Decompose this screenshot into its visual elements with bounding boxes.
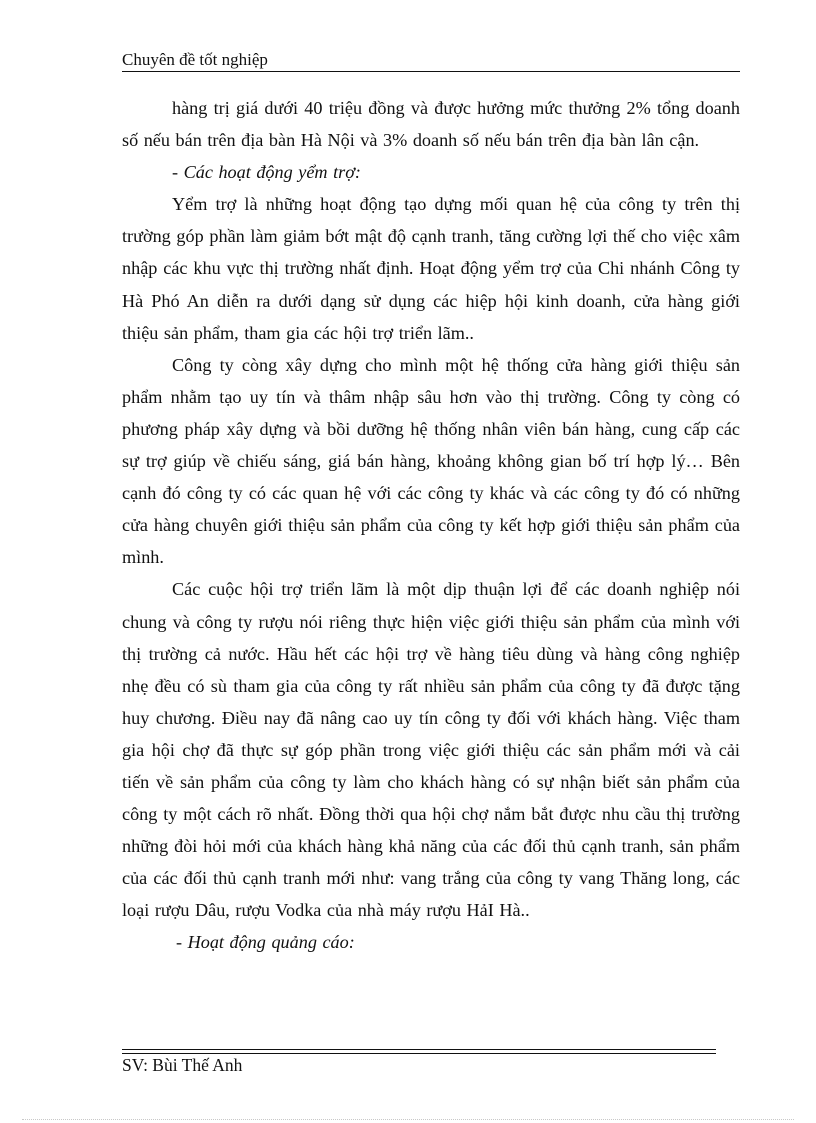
page-header-title: Chuyên đề tốt nghiệp [122,50,268,69]
paragraph-continuation: hàng trị giá dưới 40 triệu đồng và được hưởng mức thưởng 2% tổng doanh số nếu bán trên địa bàn Hà Nội và 3% doanh số nếu bán trên địa bàn lân cận. [122,98,740,151]
section-heading-support-activities: - Các hoạt động yểm trợ: [172,162,361,183]
paragraph-trade-fairs: Các cuộc hội trợ triển lãm là một dịp thuận lợi để các doanh nghiệp nói chung và công ty rượu nói riêng thực hiện việc giới thiệu sản phẩm của mình với thị trường cả nước. Hầu hết các hội trợ về hàng tiêu dùng và hàng công nghiệp nhẹ đều có sù tham gia của công ty rất nhiều sản phẩm của công ty đã được tặng huy chương. Điều nay đã nâng cao uy tín công ty đối với khách hàng. Việc tham gia hội chợ đã thực sự góp phần trong việc giới thiệu các sản phẩm mới và cải tiến về sản phẩm của công ty làm cho khách hàng có sự nhận biết sản phẩm của công ty một cách rõ nhất. Đồng thời qua hội chợ nắm bắt được nhu cầu thị trường những đòi hỏi mới của khách hàng khả năng của các đối thủ cạnh tranh, sản phẩm của các đối thủ cạnh tranh mới như: vang trắng của công ty vang Thăng long, các loại rượu Dâu, rượu Vodka của nhà máy rượu HảI Hà.. [122,579,740,921]
paragraph-support-definition: Yểm trợ là những hoạt động tạo dựng mối quan hệ của công ty trên thị trường góp phần làm giảm bớt mật độ cạnh tranh, tăng cường lợi thế cho việc xâm nhập các khu vực thị trường nhất định. Hoạt động yểm trợ của Chi nhánh Công ty Hà Phó An diễn ra dưới dạng sử dụng các hiệp hội kinh doanh, cửa hàng giới thiệu sản phẩm, tham gia các hội trợ triển lãm.. [122,194,740,343]
section-heading-advertising: - Hoạt động quảng cáo: [176,932,355,953]
page-bottom-edge [22,1119,794,1120]
document-body [122,92,740,959]
header-divider [122,71,740,72]
paragraph-store-system: Công ty còng xây dựng cho mình một hệ thống cửa hàng giới thiệu sản phẩm nhằm tạo uy tín và thâm nhập sâu hơn vào thị trường. Công ty còng có phương pháp xây dựng và bồi dưỡng hệ thống nhân viên bán hàng, cung cấp các sự trợ giúp về chiếu sáng, giá bán hàng, khoảng không gian bố trí hợp lý… Bên cạnh đó công ty có các quan hệ với các công ty khác và các công ty đó có những cửa hàng chuyên giới thiệu sản phẩm của công ty kết hợp giới thiệu sản phẩm của mình. [122,354,740,568]
footer-student-name: SV: Bùi Thế Anh [122,1055,243,1075]
footer-divider [122,1049,716,1054]
